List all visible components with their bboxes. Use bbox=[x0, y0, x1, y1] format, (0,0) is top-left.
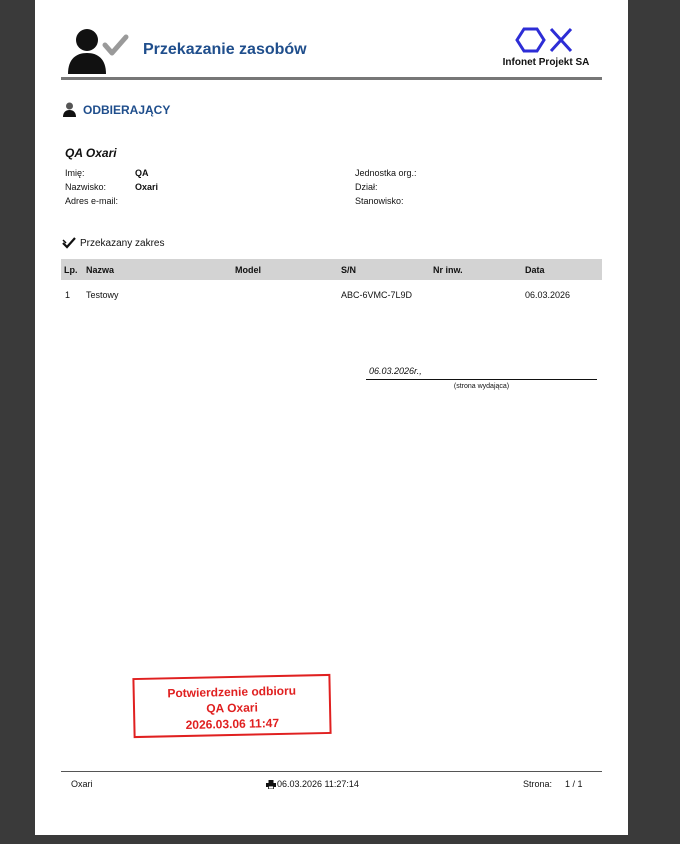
value-last-name: Oxari bbox=[135, 182, 159, 192]
col-header-inv: Nr inw. bbox=[433, 265, 463, 275]
person-icon bbox=[63, 102, 76, 117]
signature-caption: (strona wydająca) bbox=[453, 383, 510, 390]
footer-page-label: Strona: bbox=[523, 779, 553, 789]
label-department: Dział: bbox=[355, 182, 378, 192]
footer-page-number: 1 / 1 bbox=[565, 779, 583, 789]
stamp-line-1: Potwierdzenie odbioru bbox=[167, 683, 297, 701]
cell-date: 06.03.2026 bbox=[525, 290, 571, 300]
company-logo bbox=[515, 27, 575, 53]
document-page bbox=[35, 0, 628, 835]
receipt-stamp bbox=[132, 674, 331, 738]
section-title-recipient: ODBIERAJĄCY bbox=[83, 103, 171, 117]
table-header bbox=[61, 259, 602, 280]
user-check-icon bbox=[67, 25, 129, 75]
col-header-name: Nazwa bbox=[86, 265, 115, 275]
label-first-name: Imię: bbox=[65, 168, 85, 178]
stamp-line-3: 2026.03.06 11:47 bbox=[185, 716, 280, 732]
footer-print-time: 06.03.2026 11:27:14 bbox=[277, 779, 359, 789]
signature-date: 06.03.2026r., bbox=[369, 366, 422, 376]
printer-icon bbox=[266, 780, 276, 789]
header-divider bbox=[61, 77, 602, 80]
recipient-name: QA Oxari bbox=[65, 146, 117, 160]
footer-left-text: Oxari bbox=[71, 779, 93, 789]
double-check-icon bbox=[62, 237, 77, 249]
col-header-sn: S/N bbox=[341, 265, 357, 275]
label-last-name: Nazwisko: bbox=[65, 182, 107, 192]
page-title: Przekazanie zasobów bbox=[143, 41, 307, 58]
label-org-unit: Jednostka org.: bbox=[355, 168, 417, 178]
cell-sn: ABC-6VMC-7L9D bbox=[341, 290, 413, 300]
col-header-lp: Lp. bbox=[64, 265, 78, 275]
col-header-date: Data bbox=[525, 265, 545, 275]
stamp-line-2: QA Oxari bbox=[206, 700, 258, 716]
value-first-name: QA bbox=[135, 168, 149, 178]
col-header-model: Model bbox=[235, 265, 261, 275]
footer-divider bbox=[61, 771, 602, 772]
company-name: Infonet Projekt SA bbox=[502, 57, 590, 68]
signature-line bbox=[366, 379, 597, 380]
scope-label: Przekazany zakres bbox=[80, 238, 165, 249]
label-position: Stanowisko: bbox=[355, 196, 404, 206]
cell-lp: 1 bbox=[65, 290, 71, 300]
label-email: Adres e-mail: bbox=[65, 196, 119, 206]
cell-name: Testowy bbox=[86, 290, 119, 300]
